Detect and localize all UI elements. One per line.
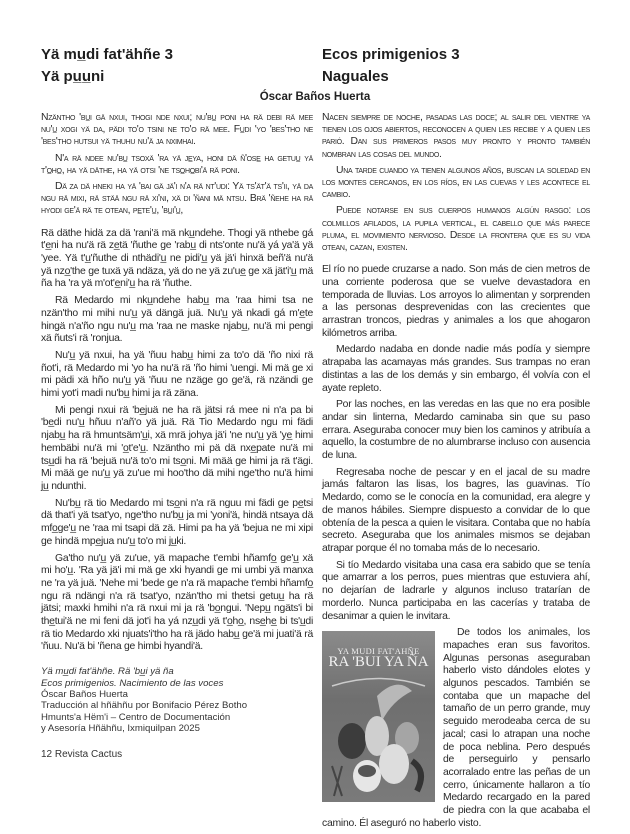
paragraph: El río no puede cruzarse a nado. Son más de cien metros de una corriente poderosa que se vuelve devastadora en temporada de lluvias. Los arroyos lo alimentan y sorprenden a las personas desprevenidas con las crecientes que arrastran troncos, piedras y animales a los que ahogaron kilómetros arriba. <box>322 264 590 339</box>
credit-translation: Traducción al hñähñu por Bonifacio Pérez Botho <box>41 700 248 712</box>
author-byline: Óscar Baños Huerta <box>259 91 371 103</box>
paragraph: Ga'tho nu'u̲ yä zu'ue, yä mapache t'embi hñamfo̲ ge'u̲ xä mi ho'u̲. 'Ra yä jä'i mi mä ge xki hyandi ge mi umbi yä manxa ne 'ra yä juä. 'Nehe mi 'bede ge n'a rä mapache t'embi hñamfo̲ ngu rä ndängi n'a rä tsat'yo, nzän'tho mi thetsi getuu̲ ha rä jätsi; maxki hmihi n'a rä nxui mi ja rä 'bo̲ngui. 'Nepu̲ ngäts'i bi the̲tui'ä ne mi feni dä jot'i ha yá nzu̲di yä t'o̲ho̲, nse̲he̲ bi ts'u̲di rä tio Medardo xki njuats'i'tho ha rä jädo habu̲ ge'ä mi juati'ä rä 'ñuu. Nu'ä bi 'ñena ge himbi hyandi'ä. <box>41 552 313 653</box>
paragraph: Rä Medardo mi nku̲ndehe habu̲ ma 'raa himi tsa ne nzän'tho mi mihi nu'u̲ yä dängä juä. Nu'u̲ yä nkadi gá m'e̲te hingä n'a'ño ngu nu'u̲ ma 'raa ne maske njabu̲, nu'ä mi pengi xä ñuts'i rä 'ronjua. <box>41 295 313 345</box>
paragraph: N'a rä ndee nu'bu̲ tsoxä 'ra yä je̲ya, honi dä ñ'ose̲ ha getuu̲ yä t'o̲ho̲, ha yä däthe, ha yä otsi 'ne tso̲ho̲bi'ä rä poni. <box>41 152 313 176</box>
cover-title-1: YA MUDI FAT'AHÑE <box>337 646 420 657</box>
credit-publisher-2: y Asesoría Hñähñu, Ixmiquilpan 2025 <box>41 723 200 735</box>
credit-title-hnahnu: Yä mu̲di fat'ähñe. Rä 'bu̲i yä ña <box>41 666 174 678</box>
paragraph: Una tarde cuando ya tienen algunos años, buscan la soledad en los montes cercanos, en los ríos, en las cuevas y les acontece el cambio. <box>322 164 590 201</box>
paragraph: Dä za dä hneki ha yä 'bai gä jä'i n'a rä nt'udi: Yä ts'ät'ä ts'ii, yä da ngu rä mixi, rä stää ngu rä xi'ni, xä di 'ñani mä ntsu. Brä 'ñehe ha rä hyodi ge'ä rä te otean, pe̲te'u̲, 'bu̲i'u̲, <box>41 181 313 217</box>
left-intro <box>41 112 313 218</box>
right-title-line1: Ecos primigenios 3 <box>322 46 460 63</box>
page-footer: 12 Revista Cactus <box>41 748 123 760</box>
paragraph: Si tío Medardo visitaba una casa era sabido que se tenía que amarrar a los perros, pues mientras que estuviera ahí, no dejarían de ladrarle y algunos incluso tratarían de morderlo. Nunca participaba en las cacerías y trataba de desanimar a quien le invitara. <box>322 559 590 622</box>
paragraph: Regresaba noche de pescar y en el jacal de su madre jamás faltaron las lisas, los bagres, las guavinas. Tío Medardo, como se le conocía en la comunidad, era alegre y de manos hábiles. Siempre dispuesto a convidar de lo que obtenía de la pesca a quien le visitara. Contaba que no había secreto. Aseguraba que los animales mismos se dejaban atrapar porque él no tomaba más de lo necesario. <box>322 466 590 554</box>
credit-author: Óscar Baños Huerta <box>41 688 128 700</box>
paragraph: Nzäntho 'bu̲i gä nxui, thogi nde nxui; nu'bu̲ poni ha rä debi rä mee nu'u̲ xogi yä da, pädi to'o tsini ne to'o rä mee. Fu̲di 'yo 'bes'tho ne 'bes'tho hutsui yä thuhu nu'ä ja nximhai. <box>41 112 313 148</box>
paragraph: Nu'u̲ yä nxui, ha yä 'ñuu habu̲ himi za to'o dä 'ño nixi rä ñot'i, rä Medardo mi 'yo ha nu'ä rä 'ño himi 'uengi. Mi mä ge xi mi pädi xä hño nu'u̲ yä 'ñuu ne nzäge go ge'ä, rä nzändi ge himi yot'i madi nu'bu̲ himi ja rä zäna. <box>41 349 313 400</box>
left-title-line2: Yä pu̲u̲ni <box>41 68 105 85</box>
cover-title-2: RA 'BUI YA ÑA <box>328 654 429 671</box>
paragraph: Rä däthe hidä za dä 'rani'ä mä nku̲ndehe. Thogi yä nthebe gá t'e̲ni ha nu'ä rä ze̲tä 'ñuthe ge 'rabu̲ di nts'onte nu'ä yá ya'ä yä 'yee. Yä t'u̲'ñuthe di nthädi'u̲ ne pidi'u̲ yä jä'i hinxä beñ'ä nu'ä yä nzo̲'the ge tuxä yä ndäza, yä do ne yä zu'ue̲ ge xä jät'i'u̲ mä ña ha 'ra yä m'ot'e̲ni'u̲ ha rä 'ñuthe. <box>41 227 313 290</box>
book-cover-image <box>322 631 435 802</box>
credit-publisher: Hmunts'a Hëm'i – Centro de Documentación <box>41 711 231 723</box>
credit-title-es: Ecos primigenios. Nacimiento de las voces <box>41 677 224 689</box>
paragraph: Nacen siempre de noche, pasadas las doce; al salir del vientre ya tienen los ojos abiertos, reconocen a quien les recibe y a quien les parió. Dan sus primeros pasos muy pronto y pronto también nombran las cosas del mundo. <box>322 112 590 160</box>
cover-illustration <box>322 676 435 802</box>
paragraph: Nu'bu̲ rä tio Medardo mi tso̲ni n'a rä nguu mi fädi ge pe̲tsi dä that'i yä tsat'yo, nge'tho nu'bu̲ ja mi 'yoni'ä, hindä ntsaya dä mfo̲ge'u̲ ne 'raa mi tsapi dä zä. Himi pa ha yä 'bejua ne mi xipi ge hindä mpe̲jua nu'u̲ to'o mi ju̲ki. <box>41 497 313 547</box>
book-credits <box>41 666 313 734</box>
paragraph: Medardo nadaba en donde nadie más podía y siempre atrapaba las acamayas más grandes. Sus trampas no eran distintas a las de los demás y sin embargo, él volvía con el ayate repleto. <box>322 344 590 394</box>
right-column <box>322 112 590 834</box>
paragraph: Mi pengi nxui rä 'be̲juä ne ha rä jätsi rá mee ni n'a pa bi 'be̲di nu'u̲ hñuu n'añ'o yä juä. Rä Tio Medardo ngu mi fädi njabu̲ ha rä hmuntsäm'u̲i, xä mrä johya jä'i 'ne nu'u̲ yä 'ye̲ himi hembäbi nu'ä mi 'o̲t'e'u̲. Nzäntho mi pä dä nxe̲pate nu'ä mi tsu̲di ha rä 'bejuä nu'ä to'o mi tso̲ni. Mi mää ge himi ja rä t'ägi. Mi mää ge nu'u̲ yä zu'ue mi hoo'tho dä mihi nge'tho nu'ä himi ju̲ ndunthi. <box>41 404 313 492</box>
paragraph: Por las noches, en las veredas en las que no era posible andar sin linterna, Medardo caminaba sin que su paso errara. Aseguraba conocer muy bien los caminos y atribuía a aquello, la costumbre de no alumbrarse incluso con ausencia de luna. <box>322 399 590 462</box>
right-wrap-paragraph: De todos los animales, los mapaches eran sus favoritos. Algunas personas aseguraban haberlo visto dándoles elotes y algunos pescados. También se contaba que un mapache del tamaño de un perro grande, muy seguido merodeaba cerca de su jacal; casi lo atrapan una noche de poca neblina. Pero después de perseguirlo y pensarlo acorralado entre las peñas de un cerro, únicamente hallaron a tío Medardo recargado en la pared de piedra con la que acababa el camino. Él aseguró no haberlo visto. <box>322 627 590 829</box>
paragraph: Puede notarse en sus cuerpos humanos algún rasgo: los colmillos afilados, la pupila vertical, el cabello que más parece pluma, el movimiento nervioso. Desde la frontera que es su vida otean, cazan, existen. <box>322 205 590 254</box>
right-intro <box>322 112 590 254</box>
left-column <box>41 112 313 761</box>
right-title-line2: Naguales <box>322 68 389 85</box>
left-title-line1: Yä mu̲di fat'ähñe 3 <box>41 46 173 63</box>
